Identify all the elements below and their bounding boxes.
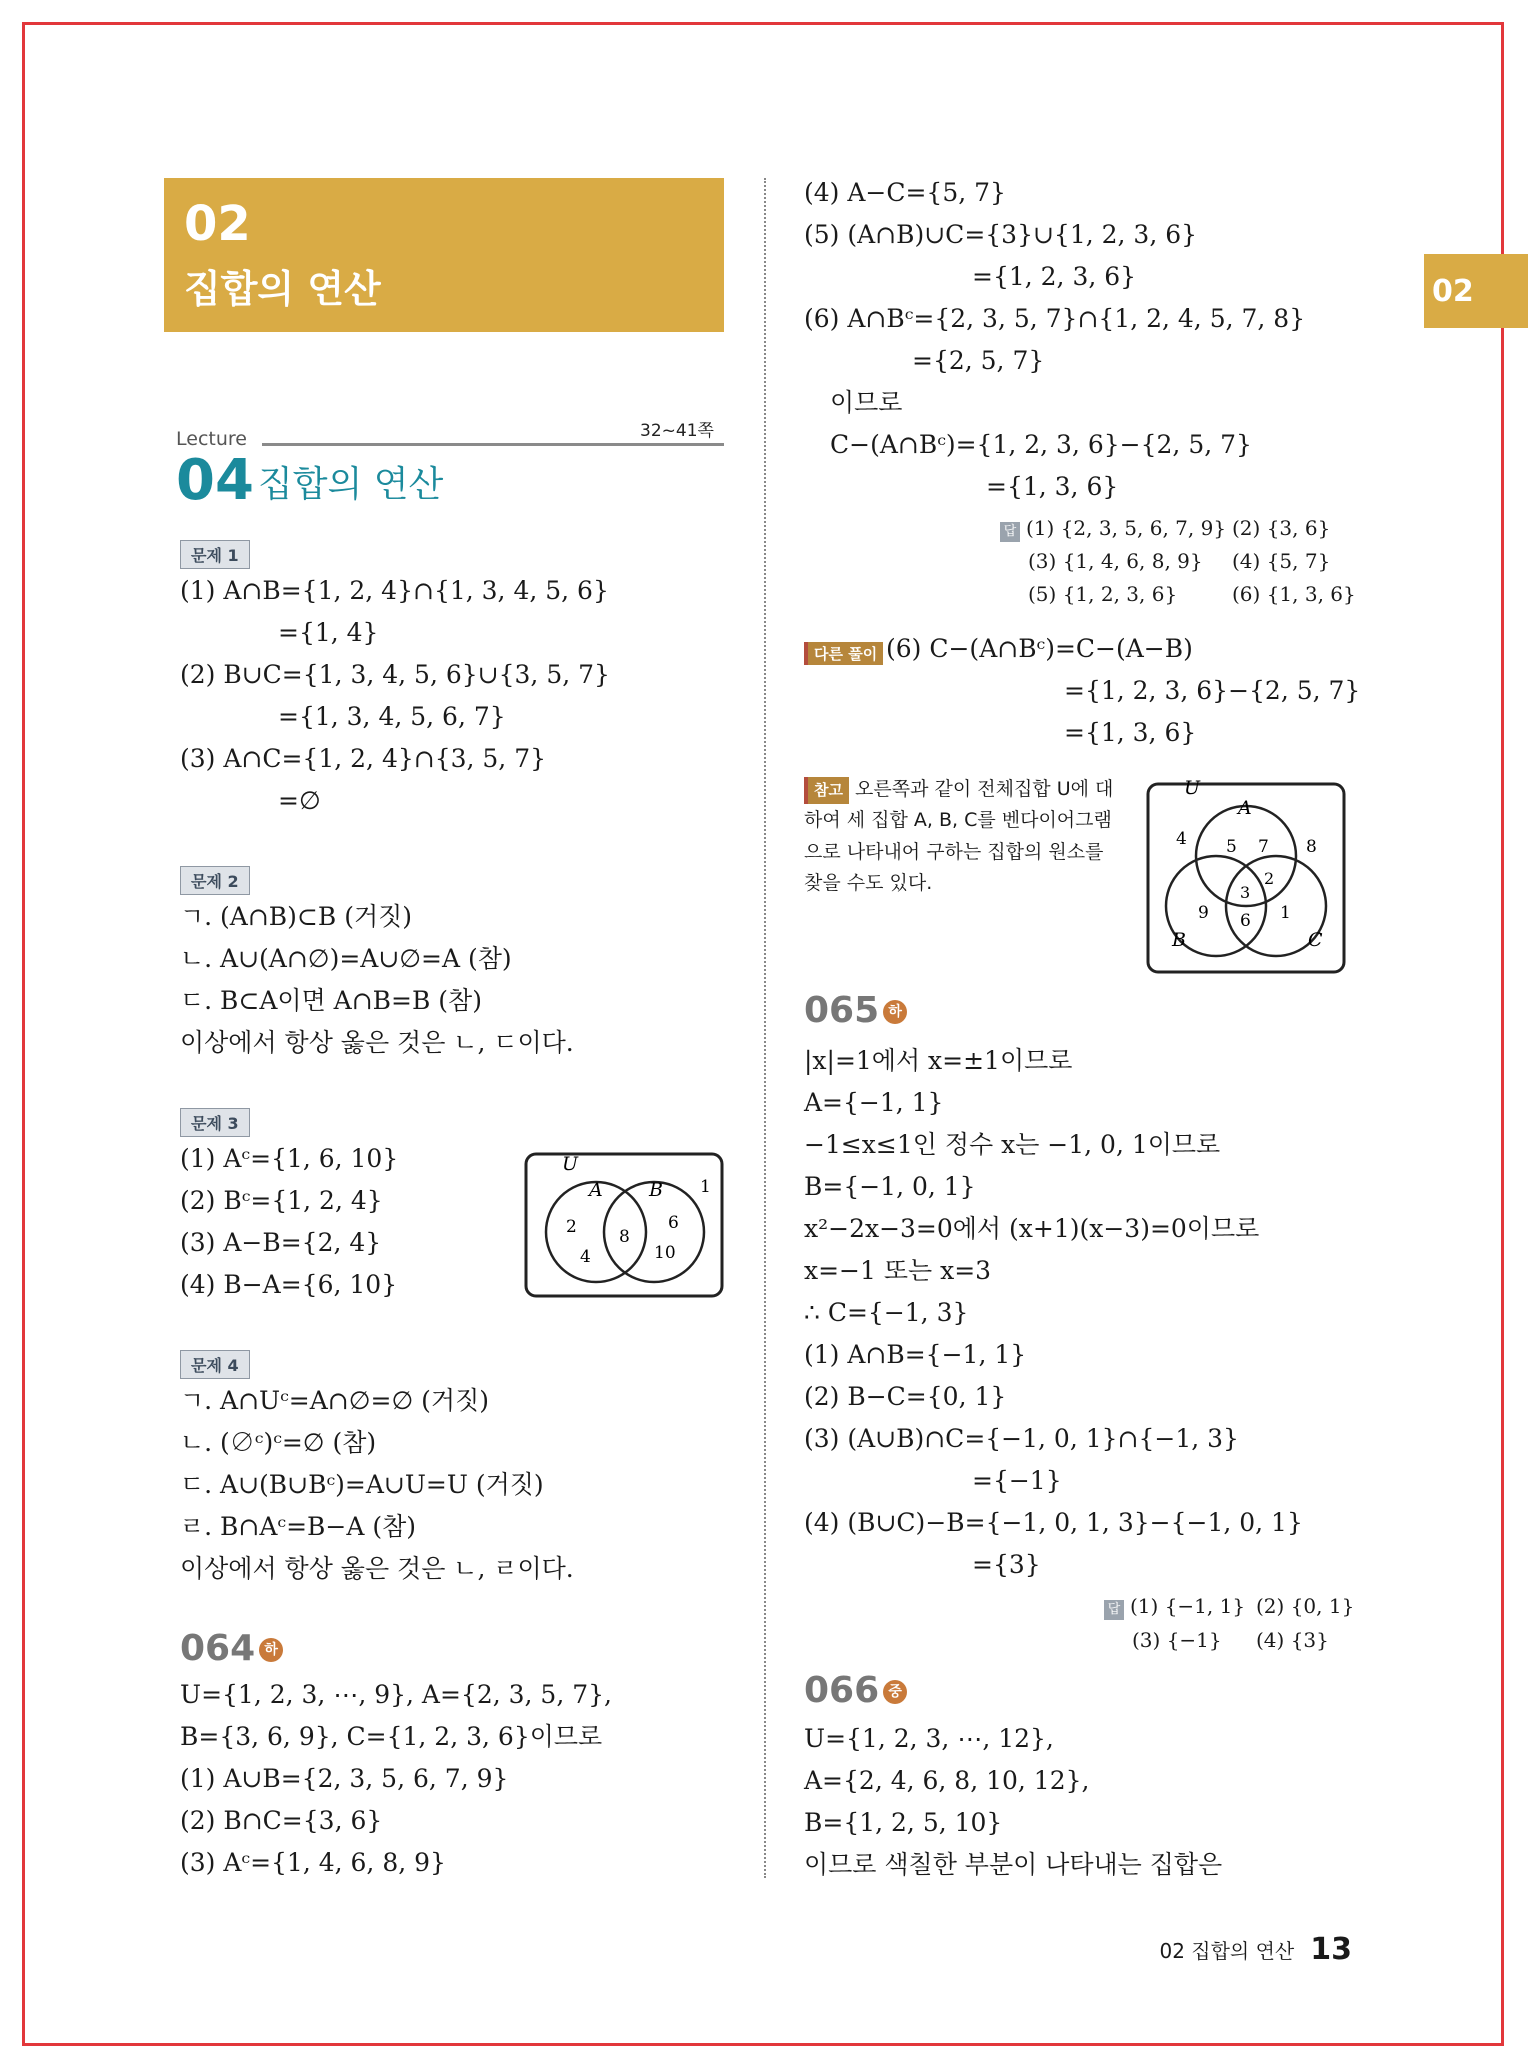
answer-item: (5) {1, 2, 3, 6} (1028, 582, 1178, 606)
solution-line: −1≤x≤1인 정수 x는 −1, 0, 1이므로 (804, 1130, 1221, 1159)
solution-line: ∴ C={−1, 3} (804, 1298, 969, 1327)
solution-line: (1) A∪B={2, 3, 5, 6, 7, 9} (180, 1764, 509, 1793)
solution-line: 이므로 (830, 388, 903, 417)
solution-line: 이상에서 항상 옳은 것은 ㄴ, ㄹ이다. (180, 1554, 574, 1583)
solution-line: (4) B−A={6, 10} (180, 1270, 398, 1299)
element: 2 (566, 1217, 577, 1237)
solution-line: ={1, 4} (278, 618, 379, 647)
element: 10 (654, 1243, 676, 1263)
problem-number (804, 990, 907, 1031)
chapter-number: 02 (184, 196, 251, 252)
element: 7 (1258, 837, 1269, 857)
answer-item: (3) {−1} (1132, 1628, 1222, 1652)
solution-line: (6) A∩Bᶜ={2, 3, 5, 7}∩{1, 2, 4, 5, 7, 8} (804, 304, 1306, 333)
solution-line: ㄱ. A∩Uᶜ=A∩∅=∅ (거짓) (180, 1386, 489, 1415)
solution-line: ={1, 2, 3, 6} (972, 262, 1137, 291)
solution-line: ㄴ. A∪(A∩∅)=A∪∅=A (참) (180, 944, 512, 973)
page-footer (1159, 1932, 1352, 1967)
solution-line: (3) A−B={2, 4} (180, 1228, 382, 1257)
solution-line: =∅ (278, 786, 321, 815)
universal-set-label: U (1184, 777, 1201, 799)
venn-diagram-three-sets (1146, 774, 1348, 976)
page-number: 13 (1310, 1932, 1352, 1967)
solution-line: ={3} (972, 1550, 1041, 1579)
column-divider (764, 178, 766, 1878)
footer-chapter-title: 02 집합의 연산 (1159, 1939, 1295, 1963)
problem-tag: 문제 1 (180, 540, 250, 569)
solution-line: (2) B∩C={3, 6} (180, 1806, 383, 1835)
alternative-solution-tag: 다른 풀이 (804, 642, 883, 665)
answer-item: (4) {5, 7} (1232, 549, 1331, 573)
answer-icon: 답 (1104, 1600, 1124, 1620)
lecture-label: Lecture (176, 428, 247, 450)
solution-line: |x|=1에서 x=±1이므로 (804, 1046, 1073, 1075)
solution-line: (1) Aᶜ={1, 6, 10} (180, 1144, 399, 1173)
problem-tag: 문제 4 (180, 1350, 250, 1379)
solution-line: ={−1} (972, 1466, 1062, 1495)
set-b-label: B (1172, 929, 1186, 951)
answer-item: (1) {−1, 1} (1130, 1594, 1246, 1618)
problem-number (804, 1670, 907, 1711)
difficulty-badge: 하 (883, 1000, 907, 1024)
solution-line: ㄷ. A∪(B∪Bᶜ)=A∪U=U (거짓) (180, 1470, 544, 1499)
solution-line: A={2, 4, 6, 8, 10, 12}, (804, 1766, 1090, 1795)
chapter-header (164, 178, 724, 332)
solution-line: ㄱ. (A∩B)⊂B (거짓) (180, 902, 412, 931)
element: 6 (668, 1213, 679, 1233)
solution-line: ㄷ. B⊂A이면 A∩B=B (참) (180, 986, 482, 1015)
solution-line: U={1, 2, 3, ⋯, 9}, A={2, 3, 5, 7}, (180, 1680, 612, 1709)
answer-item: (6) {1, 3, 6} (1232, 582, 1356, 606)
answer-item: (1) {2, 3, 5, 6, 7, 9} (1026, 516, 1227, 540)
solution-line: ={1, 3, 6} (1064, 718, 1197, 747)
solution-line: (1) A∩B={−1, 1} (804, 1340, 1027, 1369)
solution-line: ㄹ. B∩Aᶜ=B−A (참) (180, 1512, 416, 1541)
solution-line: ={1, 2, 3, 6}−{2, 5, 7} (1064, 676, 1361, 705)
element: 2 (1264, 869, 1275, 888)
reference-tag: 참고 (804, 777, 849, 804)
solution-line: (4) (B∪C)−B={−1, 0, 1, 3}−{−1, 0, 1} (804, 1508, 1303, 1537)
difficulty-badge: 중 (883, 1680, 907, 1704)
answer-item: (3) {1, 4, 6, 8, 9} (1028, 549, 1203, 573)
element: 8 (619, 1227, 630, 1247)
lecture-title: 집합의 연산 (258, 464, 444, 505)
solution-line: B={1, 2, 5, 10} (804, 1808, 1003, 1837)
solution-line: (3) Aᶜ={1, 4, 6, 8, 9} (180, 1848, 446, 1877)
answer-icon: 답 (1000, 522, 1020, 542)
universal-set-label: U (562, 1153, 579, 1175)
solution-line: A={−1, 1} (804, 1088, 944, 1117)
element: 4 (1176, 829, 1187, 849)
answer-item: (4) {3} (1256, 1628, 1329, 1652)
solution-line: ={2, 5, 7} (912, 346, 1045, 375)
element: 1 (1280, 903, 1291, 923)
set-b-label: B (649, 1179, 663, 1201)
solution-line: (2) Bᶜ={1, 2, 4} (180, 1186, 383, 1215)
element: 9 (1198, 903, 1209, 923)
solution-line: (6) C−(A∩Bᶜ)=C−(A−B) (886, 634, 1193, 663)
problem-tag: 문제 3 (180, 1108, 250, 1137)
reference-text: 오른쪽과 같이 전체집합 U에 대하여 세 집합 A, B, C를 벤다이어그램으로 나타내어 구하는 집합의 원소를 찾을 수도 있다. (804, 778, 1114, 895)
element: 5 (1226, 837, 1237, 857)
set-c-label: C (1308, 929, 1323, 951)
element: 3 (1240, 883, 1251, 902)
problem-number-text: 065 (804, 990, 880, 1031)
reference-note (804, 774, 1124, 899)
solution-line: 이상에서 항상 옳은 것은 ㄴ, ㄷ이다. (180, 1028, 574, 1057)
solution-line: (1) A∩B={1, 2, 4}∩{1, 3, 4, 5, 6} (180, 576, 609, 605)
difficulty-badge: 하 (259, 1638, 283, 1662)
problem-number (180, 1628, 283, 1669)
answer-item: (2) {0, 1} (1256, 1594, 1355, 1618)
solution-line: (2) B∪C={1, 3, 4, 5, 6}∪{3, 5, 7} (180, 660, 610, 689)
solution-line: (3) A∩C={1, 2, 4}∩{3, 5, 7} (180, 744, 547, 773)
solution-line: B={3, 6, 9}, C={1, 2, 3, 6}이므로 (180, 1722, 603, 1751)
lecture-pages: 32~41쪽 (640, 421, 714, 441)
chapter-title: 집합의 연산 (184, 267, 381, 311)
solution-line: B={−1, 0, 1} (804, 1172, 976, 1201)
problem-tag: 문제 2 (180, 866, 250, 895)
answer-line (1104, 1594, 1245, 1620)
lecture-rule (262, 443, 724, 446)
solution-line: ={1, 3, 4, 5, 6, 7} (278, 702, 506, 731)
answer-item: (2) {3, 6} (1232, 516, 1331, 540)
element: 6 (1240, 911, 1251, 931)
venn-diagram-two-sets (524, 1150, 726, 1298)
solution-line: (3) (A∪B)∩C={−1, 0, 1}∩{−1, 3} (804, 1424, 1239, 1453)
solution-line: 이므로 색칠한 부분이 나타내는 집합은 (804, 1850, 1223, 1879)
solution-line: (4) A−C={5, 7} (804, 178, 1006, 207)
solution-line: U={1, 2, 3, ⋯, 12}, (804, 1724, 1054, 1753)
set-a-label: A (589, 1179, 603, 1201)
solution-line: (2) B−C={0, 1} (804, 1382, 1007, 1411)
element: 8 (1306, 837, 1317, 857)
lecture-number: 04 (176, 448, 254, 513)
set-a-label: A (1238, 797, 1252, 819)
chapter-side-tab: 02 (1424, 254, 1528, 328)
solution-line: x²−2x−3=0에서 (x+1)(x−3)=0이므로 (804, 1214, 1260, 1243)
solution-line: ㄴ. (∅ᶜ)ᶜ=∅ (참) (180, 1428, 377, 1457)
solution-line: (5) (A∩B)∪C={3}∪{1, 2, 3, 6} (804, 220, 1198, 249)
solution-line: ={1, 3, 6} (986, 472, 1119, 501)
solution-line: x=−1 또는 x=3 (804, 1256, 992, 1285)
element: 1 (700, 1177, 711, 1197)
solution-line: C−(A∩Bᶜ)={1, 2, 3, 6}−{2, 5, 7} (830, 430, 1252, 459)
problem-number-text: 066 (804, 1670, 880, 1711)
answer-line (1000, 516, 1226, 542)
problem-number-text: 064 (180, 1628, 256, 1669)
element: 4 (580, 1247, 591, 1267)
